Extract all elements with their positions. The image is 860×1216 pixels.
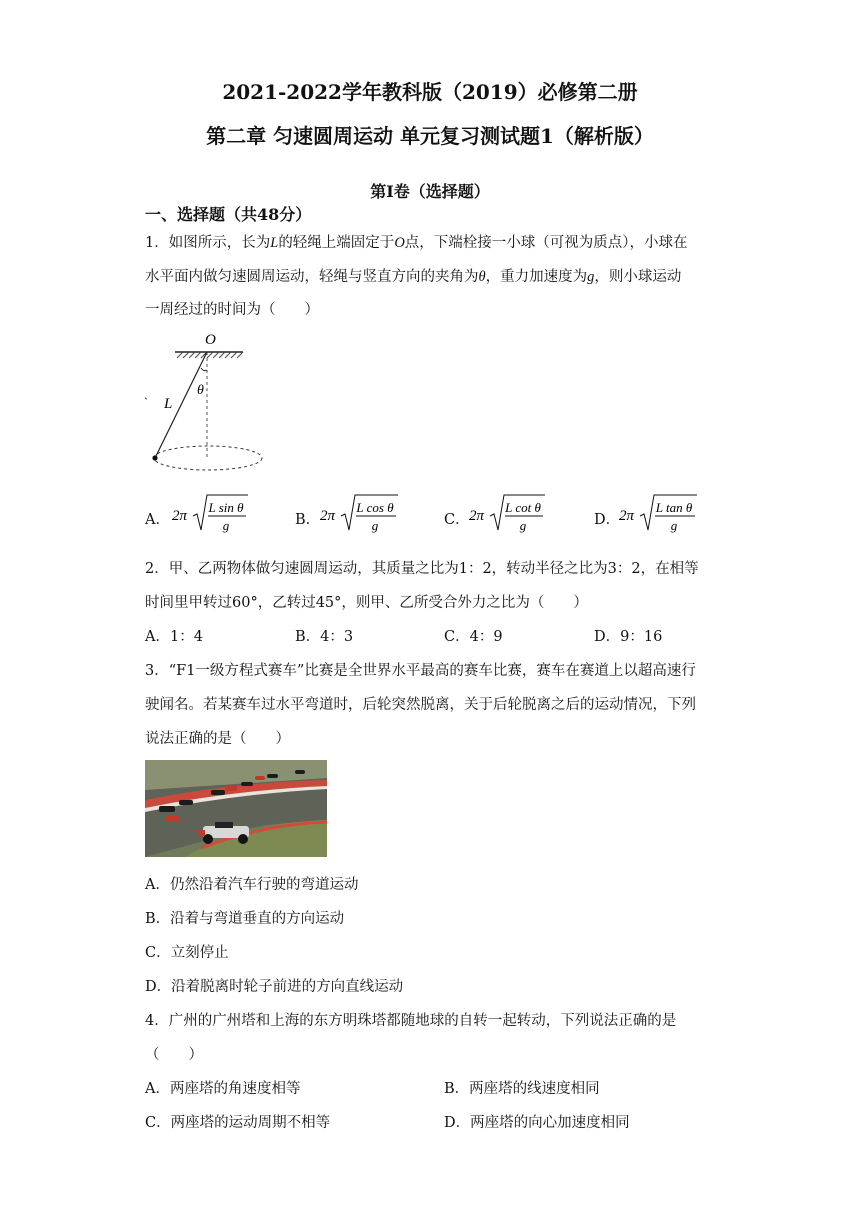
q2-option-d: D．9：16 bbox=[594, 629, 663, 645]
label-l: L bbox=[164, 396, 173, 412]
var-L: L bbox=[270, 235, 279, 251]
q4-option-b: B．两座塔的线速度相同 bbox=[444, 1081, 600, 1097]
document-title-line2: 第二章 匀速圆周运动 单元复习测试题1（解析版） bbox=[206, 124, 654, 148]
var-O: O bbox=[394, 235, 405, 251]
q2-line2: 时间里甲转过60°，乙转过45°，则甲、乙所受合外力之比为（ ） bbox=[145, 595, 588, 611]
conical-pendulum-figure bbox=[140, 328, 270, 474]
label-tick: ` bbox=[144, 395, 148, 409]
label-theta: θ bbox=[197, 383, 204, 398]
q1-option-b-letter: B． bbox=[295, 512, 321, 528]
q1-option-c-letter: C． bbox=[444, 512, 470, 528]
svg-text:L sin θ: L sin θ bbox=[208, 500, 244, 515]
document-title-line1: 2021-2022学年教科版（2019）必修第二册 bbox=[222, 80, 638, 104]
q3-option-c: C．立刻停止 bbox=[145, 945, 229, 961]
q1-line3: 一周经过的时间为（ ） bbox=[145, 302, 319, 318]
q3-line3: 说法正确的是（ ） bbox=[145, 731, 290, 747]
q3-option-b: B．沿着与弯道垂直的方向运动 bbox=[145, 911, 345, 927]
svg-text:L cot θ: L cot θ bbox=[505, 500, 541, 515]
q4-line1: 4．广州的广州塔和上海的东方明珠塔都随地球的自转一起转动，下列说法正确的是 bbox=[145, 1013, 677, 1029]
svg-text:2π: 2π bbox=[172, 508, 188, 524]
svg-text:g: g bbox=[519, 518, 527, 533]
q1-option-d-formula bbox=[617, 492, 699, 536]
q4-option-d: D．两座塔的向心加速度相同 bbox=[444, 1115, 630, 1131]
f1-race-photo bbox=[145, 760, 327, 857]
svg-text:2π: 2π bbox=[619, 508, 635, 524]
q1-line2: 水平面内做匀速圆周运动，轻绳与竖直方向的夹角为θ，重力加速度为g，则小球运动 bbox=[145, 269, 682, 285]
q4-option-c: C．两座塔的运动周期不相等 bbox=[145, 1115, 331, 1131]
q1-option-d-letter: D． bbox=[594, 512, 621, 528]
svg-text:2π: 2π bbox=[320, 508, 336, 524]
q1-option-a-letter: A． bbox=[145, 512, 170, 528]
ball bbox=[152, 455, 157, 460]
q2-option-a: A．1：4 bbox=[145, 629, 203, 645]
svg-text:2π: 2π bbox=[469, 508, 485, 524]
var-theta: θ bbox=[478, 269, 486, 285]
svg-text:g: g bbox=[371, 518, 379, 533]
svg-text:L cos θ: L cos θ bbox=[356, 500, 394, 515]
q2-option-c: C．4：9 bbox=[444, 629, 503, 645]
q1-option-a-formula bbox=[170, 492, 250, 536]
var-g: g bbox=[587, 269, 595, 285]
q2-line1: 2．甲、乙两物体做匀速圆周运动，其质量之比为1：2，转动半径之比为3：2，在相等 bbox=[145, 561, 699, 577]
q4-option-a: A．两座塔的角速度相等 bbox=[145, 1081, 301, 1097]
q3-line2: 驶闻名。若某赛车过水平弯道时，后轮突然脱离，关于后轮脱离之后的运动情况，下列 bbox=[145, 697, 696, 713]
q4-line2: （ ） bbox=[145, 1047, 203, 1063]
q3-option-a: A．仍然沿着汽车行驶的弯道运动 bbox=[145, 877, 359, 893]
q1-option-c-formula bbox=[467, 492, 547, 536]
svg-text:g: g bbox=[222, 518, 230, 533]
label-o: O bbox=[205, 332, 216, 348]
q1-line1: 1．如图所示，长为L的轻绳上端固定于O点，下端栓接一小球（可视为质点），小球在 bbox=[145, 235, 688, 251]
q3-option-d: D．沿着脱离时轮子前进的方向直线运动 bbox=[145, 979, 404, 995]
section-title: 一、选择题（共48分） bbox=[145, 205, 312, 224]
svg-text:L tan θ: L tan θ bbox=[655, 500, 693, 515]
q3-line1: 3．“F1一级方程式赛车”比赛是全世界水平最高的赛车比赛，赛车在赛道上以超高速行 bbox=[145, 663, 696, 679]
q1-option-b-formula bbox=[318, 492, 400, 536]
svg-text:g: g bbox=[670, 518, 678, 533]
q2-option-b: B．4：3 bbox=[295, 629, 354, 645]
volume-title: 第Ⅰ卷（选择题） bbox=[370, 182, 490, 201]
